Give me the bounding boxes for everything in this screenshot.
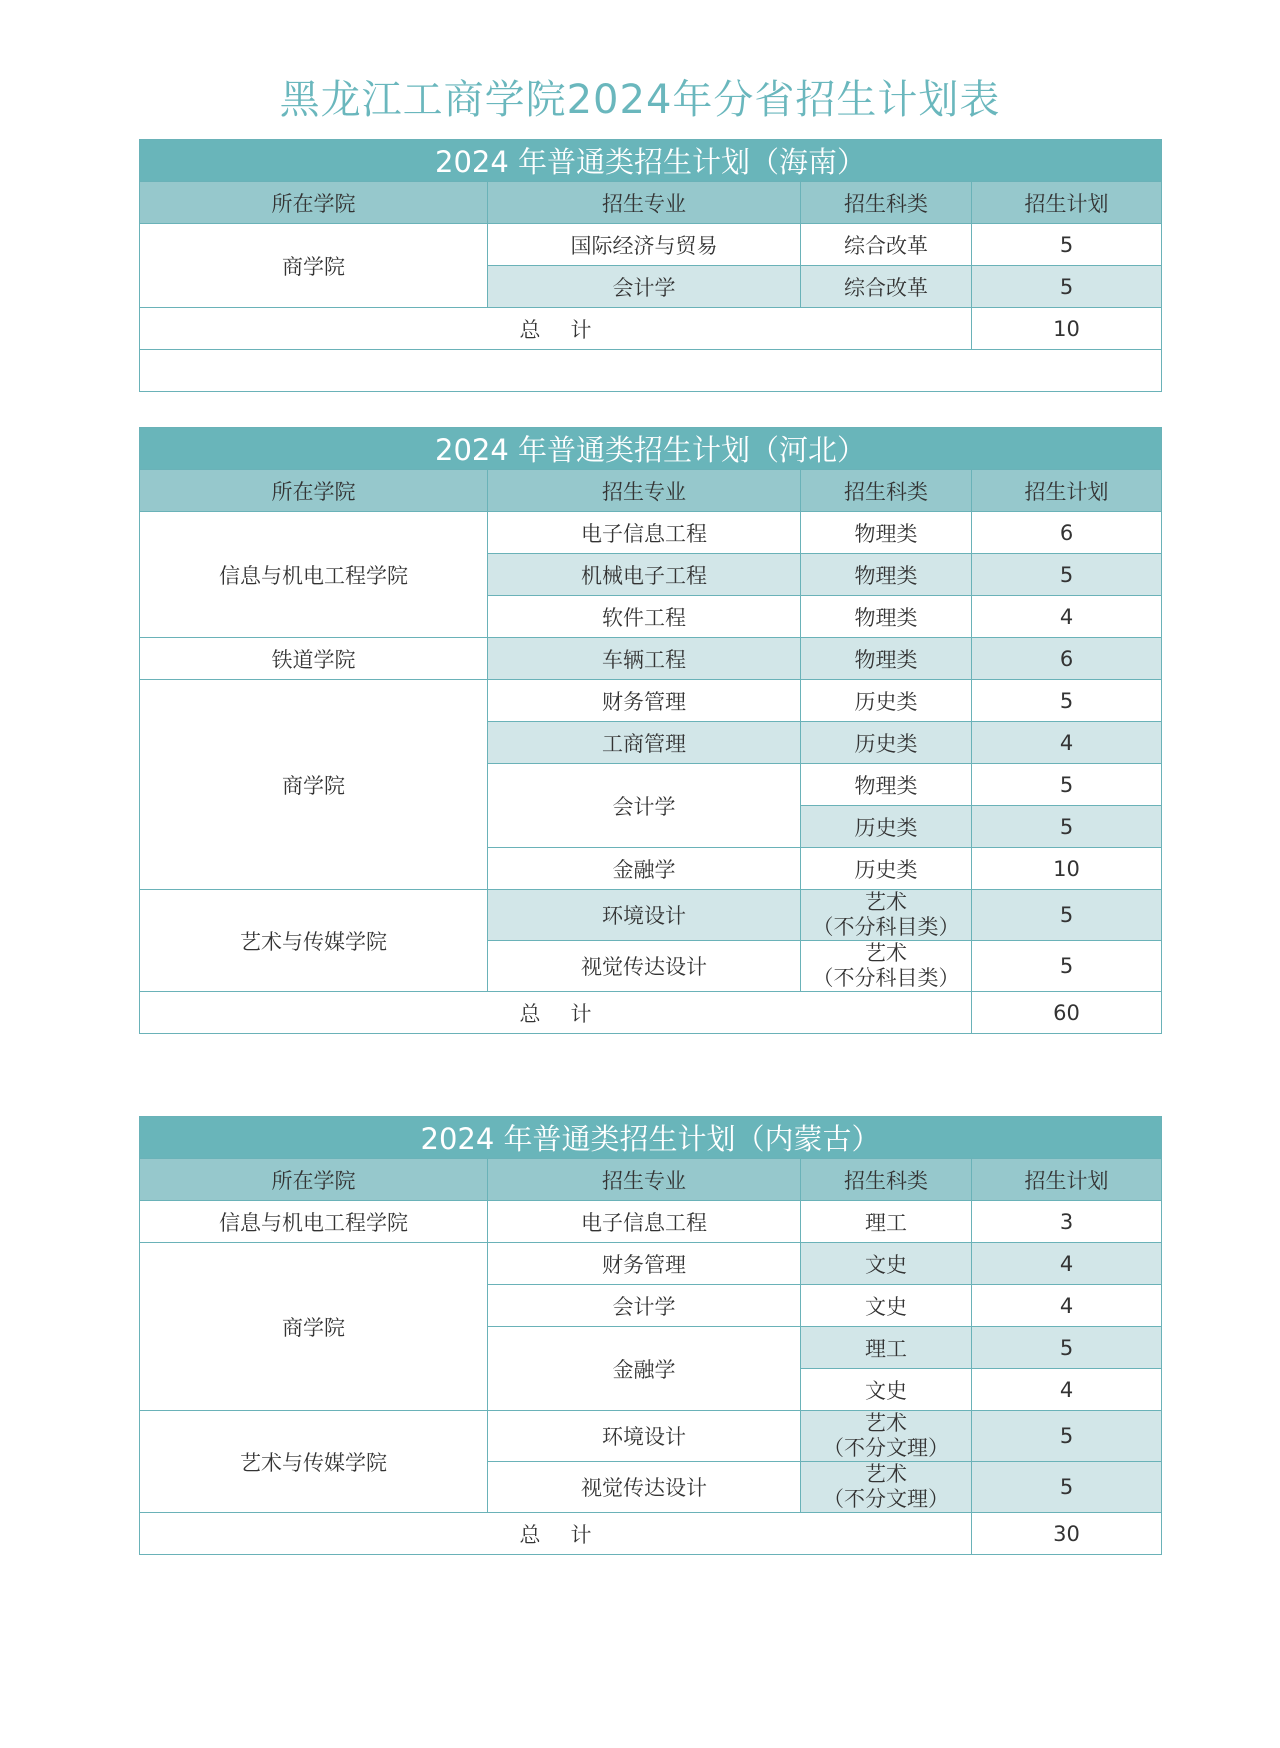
- plan-cell: 4: [972, 1285, 1162, 1327]
- plan-cell: 5: [972, 224, 1162, 266]
- plan-cell: 5: [972, 941, 1162, 992]
- table-row: [140, 1411, 1162, 1462]
- total-row: [140, 308, 1162, 350]
- plan-cell: 5: [972, 680, 1162, 722]
- total-value: 60: [972, 992, 1162, 1034]
- college-cell: 商学院: [140, 1243, 488, 1411]
- header-category: 招生科类: [801, 182, 972, 224]
- major-cell: 视觉传达设计: [488, 941, 801, 992]
- major-cell: 电子信息工程: [488, 1201, 801, 1243]
- plan-cell: 5: [972, 266, 1162, 308]
- plan-cell: 3: [972, 1201, 1162, 1243]
- total-value: 30: [972, 1513, 1162, 1555]
- major-cell: 机械电子工程: [488, 554, 801, 596]
- table-row: [140, 1201, 1162, 1243]
- college-cell: 艺术与传媒学院: [140, 890, 488, 992]
- category-cell: 艺术 （不分文理）: [801, 1411, 972, 1462]
- spacer-row: [140, 350, 1162, 392]
- major-cell: 国际经济与贸易: [488, 224, 801, 266]
- college-cell: 信息与机电工程学院: [140, 512, 488, 638]
- major-cell: 会计学: [488, 764, 801, 848]
- major-cell: 电子信息工程: [488, 512, 801, 554]
- category-cell: 物理类: [801, 596, 972, 638]
- plan-cell: 5: [972, 764, 1162, 806]
- total-label: 总 计: [140, 1513, 972, 1555]
- major-cell: 会计学: [488, 266, 801, 308]
- table-row: [140, 638, 1162, 680]
- total-row: [140, 1513, 1162, 1555]
- category-cell: 历史类: [801, 680, 972, 722]
- table-title: 2024 年普通类招生计划（海南）: [140, 140, 1162, 182]
- header-plan: 招生计划: [972, 470, 1162, 512]
- page-title: 黑龙江工商学院2024年分省招生计划表: [279, 77, 1001, 123]
- college-cell: 铁道学院: [140, 638, 488, 680]
- plan-cell: 4: [972, 1369, 1162, 1411]
- total-label: 总 计: [140, 308, 972, 350]
- plan-cell: 5: [972, 1411, 1162, 1462]
- category-cell: 历史类: [801, 722, 972, 764]
- header-category: 招生科类: [801, 470, 972, 512]
- plan-cell: 5: [972, 890, 1162, 941]
- total-label: 总 计: [140, 992, 972, 1034]
- major-cell: 财务管理: [488, 1243, 801, 1285]
- plan-cell: 5: [972, 1327, 1162, 1369]
- category-cell: 物理类: [801, 512, 972, 554]
- table-row: [140, 680, 1162, 722]
- header-plan: 招生计划: [972, 1159, 1162, 1201]
- college-cell: 艺术与传媒学院: [140, 1411, 488, 1513]
- plan-cell: 4: [972, 722, 1162, 764]
- plan-cell: 5: [972, 806, 1162, 848]
- total-row: [140, 992, 1162, 1034]
- header-major: 招生专业: [488, 182, 801, 224]
- header-major: 招生专业: [488, 470, 801, 512]
- category-cell: 艺术 （不分科目类）: [801, 941, 972, 992]
- header-college: 所在学院: [140, 182, 488, 224]
- category-cell: 理工: [801, 1327, 972, 1369]
- college-cell: 商学院: [140, 224, 488, 308]
- major-cell: 金融学: [488, 848, 801, 890]
- table-row: [140, 512, 1162, 554]
- category-cell: 文史: [801, 1285, 972, 1327]
- category-cell: 文史: [801, 1243, 972, 1285]
- table-row: [140, 1243, 1162, 1285]
- header-major: 招生专业: [488, 1159, 801, 1201]
- plan-cell: 4: [972, 1243, 1162, 1285]
- hebei-plan-table: [139, 427, 1162, 1034]
- plan-cell: 10: [972, 848, 1162, 890]
- plan-cell: 6: [972, 638, 1162, 680]
- category-cell: 物理类: [801, 764, 972, 806]
- major-cell: 车辆工程: [488, 638, 801, 680]
- major-cell: 金融学: [488, 1327, 801, 1411]
- category-cell: 文史: [801, 1369, 972, 1411]
- major-cell: 环境设计: [488, 1411, 801, 1462]
- category-cell: 艺术 （不分文理）: [801, 1462, 972, 1513]
- major-cell: 软件工程: [488, 596, 801, 638]
- category-cell: 历史类: [801, 806, 972, 848]
- total-value: 10: [972, 308, 1162, 350]
- category-cell: 综合改革: [801, 224, 972, 266]
- table-row: [140, 224, 1162, 266]
- major-cell: 视觉传达设计: [488, 1462, 801, 1513]
- category-cell: 艺术 （不分科目类）: [801, 890, 972, 941]
- hainan-plan-table: [139, 139, 1162, 392]
- plan-cell: 5: [972, 1462, 1162, 1513]
- header-category: 招生科类: [801, 1159, 972, 1201]
- table-title: 2024 年普通类招生计划（内蒙古）: [140, 1117, 1162, 1159]
- major-cell: 财务管理: [488, 680, 801, 722]
- college-cell: 商学院: [140, 680, 488, 890]
- header-plan: 招生计划: [972, 182, 1162, 224]
- plan-cell: 6: [972, 512, 1162, 554]
- table-row: [140, 890, 1162, 941]
- header-college: 所在学院: [140, 470, 488, 512]
- category-cell: 理工: [801, 1201, 972, 1243]
- college-cell: 信息与机电工程学院: [140, 1201, 488, 1243]
- major-cell: 环境设计: [488, 890, 801, 941]
- major-cell: 工商管理: [488, 722, 801, 764]
- table-title: 2024 年普通类招生计划（河北）: [140, 428, 1162, 470]
- header-college: 所在学院: [140, 1159, 488, 1201]
- category-cell: 历史类: [801, 848, 972, 890]
- category-cell: 综合改革: [801, 266, 972, 308]
- category-cell: 物理类: [801, 554, 972, 596]
- neimenggu-plan-table: [139, 1116, 1162, 1555]
- major-cell: 会计学: [488, 1285, 801, 1327]
- plan-cell: 4: [972, 596, 1162, 638]
- plan-cell: 5: [972, 554, 1162, 596]
- category-cell: 物理类: [801, 638, 972, 680]
